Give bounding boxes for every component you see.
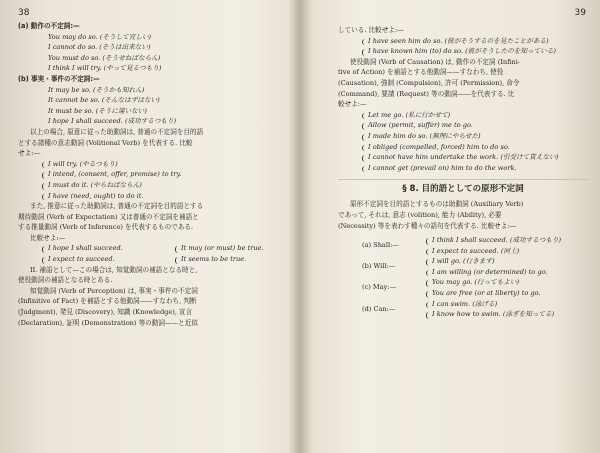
text-line: 使役動詞 (Verb of Causation) は, 動作の不定詞 (Infini-	[350, 57, 521, 66]
text-line: I am willing (or determined) to go.	[424, 268, 588, 279]
page-number: 38	[18, 8, 30, 18]
example-label: (c) May:—	[362, 283, 397, 292]
text-line: 使役動詞の補語となる時とある.	[18, 276, 113, 285]
example-label: (d) Can:—	[362, 304, 396, 313]
text-line: Allow (permit, suffer) me to go.	[338, 121, 588, 132]
text-line: 較せよ:—	[338, 100, 367, 109]
right-page-text	[338, 26, 588, 321]
text-line: I can swim. (泳げる)	[424, 300, 588, 311]
text-line: (Command), 要請 (Request) 等の動詞——を代表する. 比	[338, 89, 515, 98]
text-line: (a) 動作の不定詞:—	[18, 22, 80, 30]
example-label: (b) Will:—	[362, 262, 396, 271]
text-line: また, 推意に従った助動詞は, 普通の不定詞を目的語とする	[30, 202, 204, 211]
text-line: (Declaration), 証明 (Demonstration) 等の動詞——と近似	[18, 318, 198, 327]
text-line: する推量動詞 (Verb of Inference) を代表するものである.	[18, 223, 194, 232]
compare-left	[18, 244, 151, 265]
text-line: I must do it. (やらねばならん)	[18, 181, 284, 192]
text-line: Let me go. (私に行かせて)	[338, 111, 588, 122]
text-line: (Infinitive of Fact) を補語とする他動詞——すなわち, 判断	[18, 297, 197, 306]
example-row	[338, 236, 588, 257]
text-line: (b) 事実・事件の不定詞:—	[18, 74, 100, 83]
compare-right	[151, 244, 284, 265]
text-line: I expect to succeed.	[18, 255, 151, 266]
text-line: You are free (or at liberty) to go.	[424, 289, 588, 300]
text-line: I cannot get (prevail on) him to do the work.	[338, 164, 588, 175]
text-line: It may (or must) be true.	[151, 244, 284, 255]
text-line: II. 補語として—この場合は, 知覚動詞の補語となる時と,	[30, 265, 198, 274]
text-line: であって, それは, 意志 (volition), 能力 (Ability), 必要	[338, 210, 502, 219]
text-line: I made him do so. (無理にやらせた)	[338, 132, 588, 143]
text-line: I obliged (compelled, forced) him to do so.	[338, 143, 588, 154]
text-line: I expect to succeed. (同上)	[424, 247, 588, 258]
text-line: It cannot be so. (そんなはずはない)	[48, 96, 160, 105]
example-row	[338, 300, 588, 321]
text-line: You may do so. (そうして宜しい)	[48, 32, 152, 41]
text-line: せよ:—	[18, 149, 41, 158]
example-list	[338, 236, 588, 321]
text-line: I hope I shall succeed.	[18, 244, 151, 255]
example-lines	[424, 236, 588, 257]
text-line: (Necessity) 等を表わす種々の語句を代表する. 比較せよ:—	[338, 221, 517, 230]
text-line: You must do so. (そうせねばならん)	[48, 53, 161, 62]
left-page-text	[18, 22, 284, 329]
text-line: している. 比較せよ:—	[338, 26, 404, 34]
text-line: (Judgment), 発見 (Discovery), 知識 (Knowledge), 宣言	[18, 308, 193, 317]
text-line: 期待動詞 (Verb of Expectation) 又は普通の不定詞を補語と	[18, 212, 199, 221]
text-line: It seems to be true.	[151, 255, 284, 266]
text-line: I hope I shall succeed. (成功するつもり)	[48, 117, 177, 126]
text-line: tive of Action) を補語とする他動詞——すなわち, 使役	[338, 68, 504, 77]
text-line: I cannot have him undertake the work. (引受けて貰えない)	[338, 153, 588, 164]
example-lines	[424, 278, 588, 299]
text-line: I know how to swim. (泳ぎを知ってる)	[424, 310, 588, 321]
text-line: I think I shall succeed. (成功するつもり)	[424, 236, 588, 247]
example-label: (a) Shall:—	[362, 241, 399, 250]
example-lines	[424, 300, 588, 321]
text-line: It may be so. (そうかも知れん)	[48, 85, 145, 94]
right-page	[300, 0, 600, 453]
text-line: I cannot do so. (そうは出来ない)	[48, 43, 151, 52]
right-lines	[338, 26, 588, 174]
text-line: I will go. (行きます)	[424, 257, 588, 268]
text-line: I intend, (consent, offer, promise) to try.	[18, 170, 284, 181]
page-number: 39	[574, 8, 586, 18]
text-line: 原形不定詞を目的語とするものは助動詞 (Auxiliary Verb)	[350, 200, 524, 209]
compare-block	[18, 244, 284, 265]
text-line: I think I will try. (やって見るつもり)	[48, 64, 162, 73]
text-line: (Causation), 強制 (Compulsion), 許可 (Permission), 命令	[338, 78, 520, 87]
text-line: 知覚動詞 (Verb of Perception) は, 事実・事件の不定詞	[30, 286, 198, 295]
text-line: I have seen him do so. (彼がそうするのを見たことがある)	[338, 37, 588, 48]
text-line: I have known him (to) do so. (彼がそうしたのを知っている)	[338, 47, 588, 58]
example-lines	[424, 257, 588, 278]
example-row	[338, 278, 588, 299]
example-row	[338, 257, 588, 278]
section-title: § 8. 目的語としての原形不定詞	[338, 179, 588, 196]
text-line: 比較せよ:—	[30, 233, 66, 242]
left-lines	[18, 22, 284, 244]
text-line: とする諸種の意志動詞 (Volitional Verb) を代表する. 比較	[18, 138, 193, 147]
text-line: I have (need, ought) to do it.	[18, 192, 284, 203]
left-tail	[18, 266, 284, 330]
text-line: I will try. (やるつもり)	[18, 160, 284, 171]
text-line: It must be so. (そうに違いない)	[48, 106, 147, 115]
text-line: You may go. (行ってもよい)	[424, 278, 588, 289]
right-body	[338, 200, 588, 232]
text-line: 以上の場合, 原意に従った助動詞は, 普通の不定詞を目的語	[30, 127, 204, 136]
